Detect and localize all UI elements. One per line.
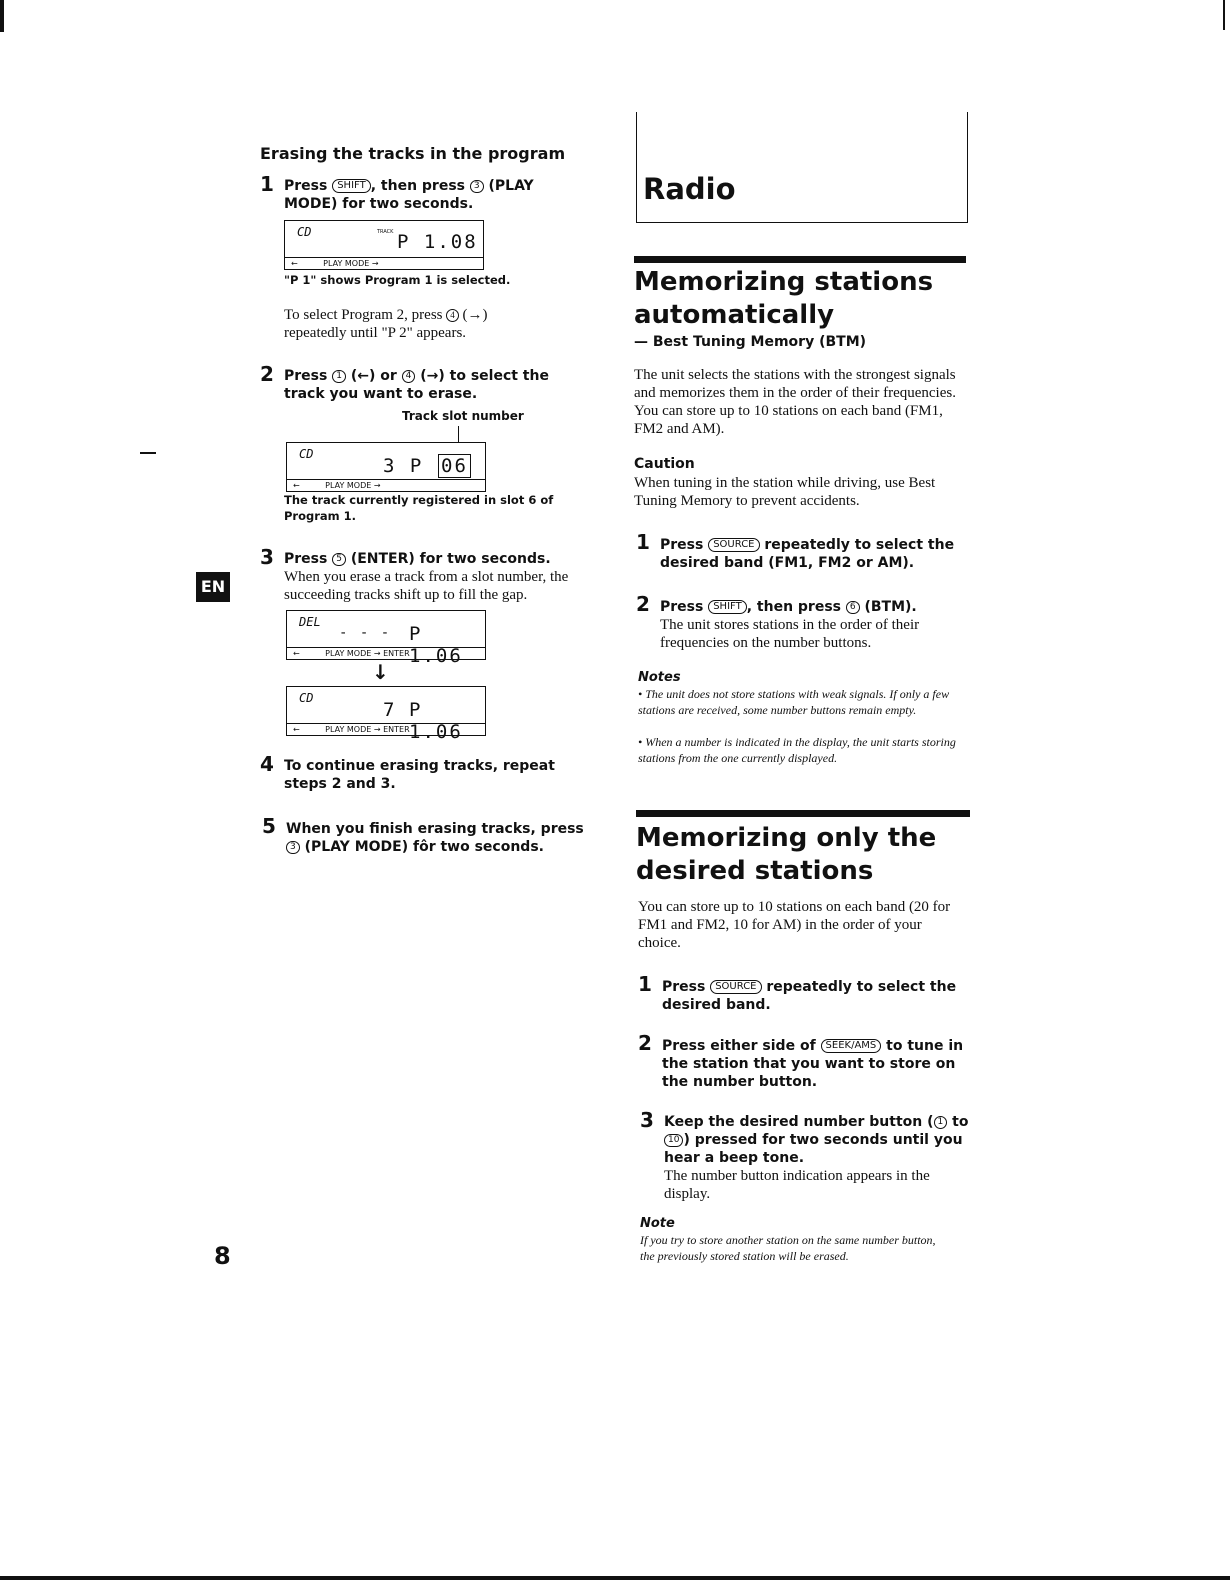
source-button-icon: SOURCE [708, 538, 759, 552]
lcd-readout: P 1.08 [397, 231, 478, 253]
number-button-icon: 6 [846, 601, 860, 614]
margin-dash [140, 452, 156, 454]
lcd-1-caption: "P 1" shows Program 1 is selected. [284, 273, 511, 287]
step-number: 3 [260, 545, 274, 569]
section-title-desired: Memorizing only the desired stations [636, 823, 937, 886]
section-body: The unit selects the stations with the strongest signals and memorizes them in the order of their frequencies. You can store up to 10 stations on each band (FM1, FM2 and AM). [634, 367, 956, 437]
number-button-icon: 4 [446, 309, 459, 322]
section-title-erasing: Erasing the tracks in the program [260, 144, 566, 163]
track-slot-label: Track slot number [402, 409, 524, 423]
lcd-play-mode-tag: ← PLAY MODE → ENTER [293, 649, 410, 658]
scan-edge-mark [0, 0, 4, 32]
step-5-text: When you finish erasing tracks, press 3 (PLAY MODE) fôr two seconds. [286, 821, 584, 855]
number-button-icon: 1 [934, 1116, 948, 1129]
desired-step-3-text: Keep the desired number button ( 1 to 10 ) pressed for two seconds until you hear a beep tone. [664, 1114, 969, 1166]
lcd-separator [287, 647, 485, 648]
lcd-display-delete [286, 610, 486, 667]
desired-step-1-text: Press SOURCE repeatedly to select the desired band. [662, 979, 957, 1013]
note-heading: Note [640, 1216, 675, 1231]
number-button-icon: 10 [664, 1134, 683, 1147]
step-number: 5 [262, 814, 276, 838]
note-item: If you try to store another station on the same number button, the previously stored station will be erased. [640, 1233, 936, 1263]
lcd-blank-readout: - - - [339, 625, 392, 641]
number-button-icon: 1 [332, 370, 346, 383]
step-3-text: Press 5 (ENTER) for two seconds. [284, 551, 551, 567]
lcd-play-mode-tag: ← PLAY MODE → [291, 259, 379, 268]
page-number: 8 [214, 1242, 231, 1270]
lcd-separator [287, 479, 485, 480]
section-rule [634, 256, 966, 263]
btm-step-2-text: Press SHIFT , then press 6 (BTM). [660, 599, 917, 615]
note-item: • The unit does not store stations with weak signals. If only a few stations are received, some number buttons remain empty. [638, 687, 950, 717]
lcd-display-track-slot [286, 442, 486, 492]
step-number: 1 [260, 172, 274, 196]
shift-button-icon: SHIFT [332, 179, 371, 193]
lcd-track-readout: 3 P [383, 455, 424, 477]
number-button-icon: 5 [332, 553, 346, 566]
number-button-icon: 3 [470, 180, 484, 193]
shift-button-icon: SHIFT [708, 600, 747, 614]
caution-body: When tuning in the station while driving, use Best Tuning Memory to prevent accidents. [634, 475, 936, 509]
step-2-text: Press 1 (←) or 4 (→) to select the track you want to erase. [284, 368, 549, 402]
lcd-play-mode-tag: ← PLAY MODE → ENTER [293, 725, 410, 734]
step-number: 2 [260, 362, 274, 386]
section-title-auto: Memorizing stations automatically [634, 267, 934, 330]
step-number: 1 [636, 530, 650, 554]
scan-edge-mark-right [1223, 0, 1225, 30]
section-subtitle: — Best Tuning Memory (BTM) [634, 334, 867, 350]
step-3-body: When you erase a track from a slot number, the succeeding tracks shift up to fill the gap. [284, 569, 569, 603]
bottom-scan-line [0, 1576, 1230, 1580]
btm-step-1-text: Press SOURCE repeatedly to select the desired band (FM1, FM2 or AM). [660, 537, 955, 571]
number-button-icon: 4 [402, 370, 416, 383]
caution-heading: Caution [634, 456, 695, 472]
lcd-separator [287, 723, 485, 724]
lcd-delete-label: DEL [299, 615, 321, 629]
lcd-slot-readout: 06 [441, 455, 468, 477]
lcd-source-label: CD [299, 447, 314, 461]
down-arrow-icon: ↓ [372, 660, 389, 684]
lcd-display-program-select [284, 220, 484, 270]
step-number: 3 [640, 1108, 654, 1132]
notes-heading: Notes [638, 670, 681, 685]
seek-ams-button-icon: SEEK/AMS [821, 1039, 882, 1053]
lcd-program-readout: P 1.06 [409, 623, 463, 667]
chapter-title: Radio [643, 172, 736, 206]
radio-chapter-box [636, 112, 968, 223]
lcd-program-readout: P 1.06 [409, 699, 463, 743]
lcd-separator [285, 257, 483, 258]
lcd-display-after-delete [286, 686, 486, 743]
lcd-2-caption: The track currently registered in slot 6 of Program 1. [284, 493, 554, 523]
language-tab-label: EN [200, 577, 226, 596]
section-body: You can store up to 10 stations on each band (20 for FM1 and FM2, 10 for AM) in the order of your choice. [638, 899, 951, 951]
lcd-source-label: CD [299, 691, 314, 705]
step-1-note: To select Program 2, press 4 (→) repeatedly until "P 2" appears. [284, 307, 488, 341]
step-1-text: Press SHIFT , then press 3 (PLAY MODE) for two seconds. [284, 178, 534, 212]
step-number: 4 [260, 752, 274, 776]
lcd-track-readout: 7 [383, 699, 397, 721]
lcd-source-label: CD [297, 225, 312, 239]
step-4-text: To continue erasing tracks, repeat steps 2 and 3. [284, 758, 555, 792]
section-rule [636, 810, 970, 817]
language-tab [196, 572, 230, 602]
step-number: 2 [638, 1031, 652, 1055]
lcd-track-tag: TRACK [377, 229, 394, 235]
source-button-icon: SOURCE [710, 980, 761, 994]
desired-step-3-body: The number button indication appears in the display. [664, 1168, 930, 1202]
note-item: • When a number is indicated in the display, the unit starts storing stations from the one currently displayed. [638, 735, 956, 765]
desired-step-2-text: Press either side of SEEK/AMS to tune in the station that you want to store on the number button. [662, 1038, 964, 1090]
lcd-play-mode-tag: ← PLAY MODE → [293, 481, 381, 490]
step-number: 1 [638, 972, 652, 996]
number-button-icon: 3 [286, 841, 300, 854]
step-number: 2 [636, 592, 650, 616]
btm-step-2-body: The unit stores stations in the order of their frequencies on the number buttons. [660, 617, 920, 651]
